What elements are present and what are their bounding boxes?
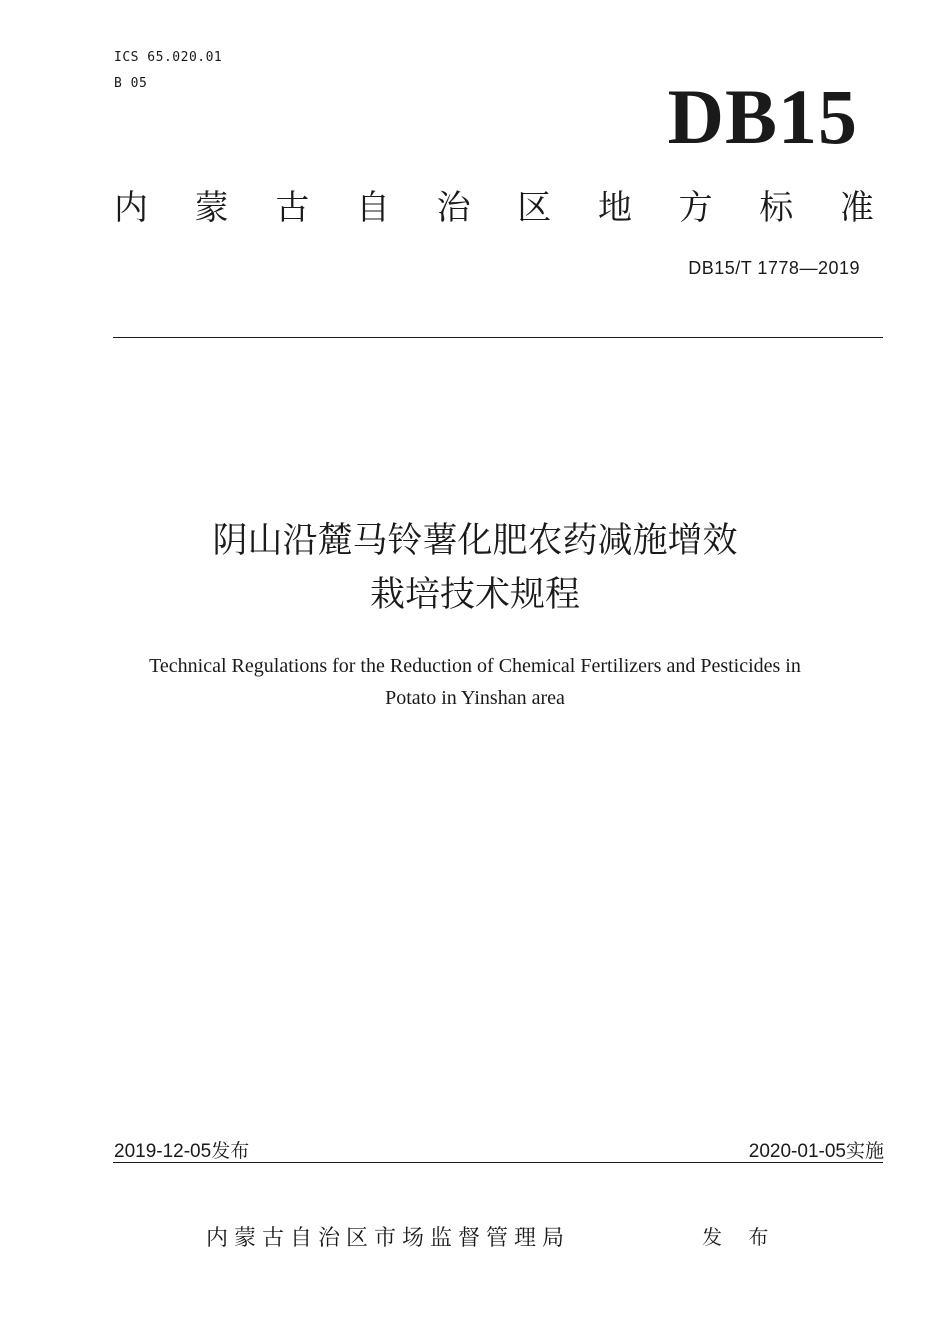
standard-type-char: 方 [678,188,713,228]
standard-type-char: 自 [355,188,390,228]
standard-type-char: 地 [597,188,632,228]
standard-number: DB15/T 1778—2019 [688,258,860,278]
english-title [100,650,850,714]
top-divider [113,337,883,338]
standard-type-char: 标 [759,188,794,228]
standard-type-char: 治 [436,188,471,228]
chinese-title [0,514,950,622]
ics-code: ICS 65.020.01 [114,50,223,65]
english-title-line-1: Technical Regulations for the Reduction of Chemical Fertilizers and Pesticides in [149,655,801,677]
publisher-name: 内蒙古自治区市场监督管理局 [206,1226,571,1251]
chinese-title-line-1: 阴山沿麓马铃薯化肥农药减施增效 [212,521,738,561]
standard-type-char: 内 [114,188,148,228]
standard-type-char: 准 [839,188,874,228]
standard-type-heading [114,186,874,230]
publish-label: 发 布 [702,1225,779,1249]
issue-date-label: 发布 [211,1140,250,1162]
standard-type-char: 区 [517,188,552,228]
chinese-title-line-2: 栽培技术规程 [369,575,580,615]
implementation-date-value: 2020-01-05 [748,1141,846,1162]
db-mark: DB15 [667,73,858,160]
standard-type-char: 古 [275,188,310,228]
english-title-line-2: Potato in Yinshan area [385,687,565,709]
bottom-divider [113,1162,883,1163]
ccs-code: B 05 [114,76,148,91]
issue-date-value: 2019-12-05 [114,1141,212,1162]
implementation-date [749,1138,884,1165]
issue-date [114,1138,249,1165]
standard-type-char: 蒙 [194,188,229,228]
implementation-date-label: 实施 [845,1140,884,1162]
